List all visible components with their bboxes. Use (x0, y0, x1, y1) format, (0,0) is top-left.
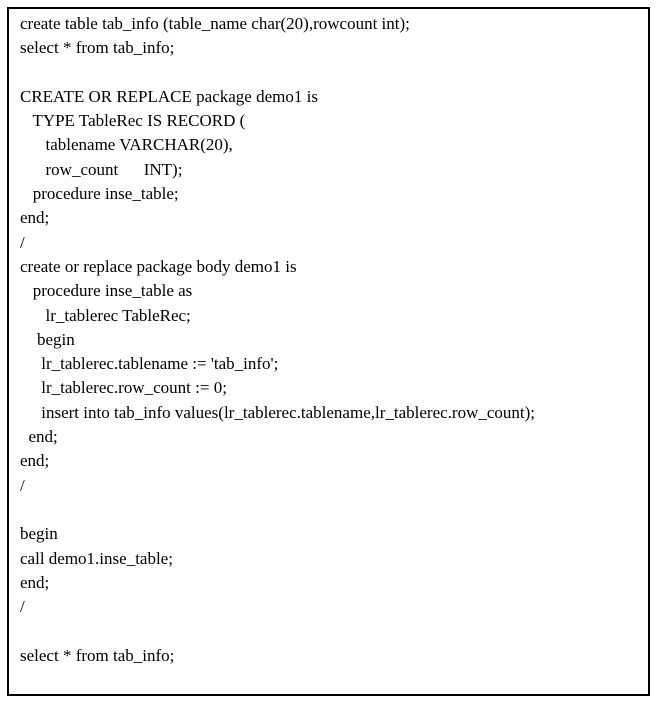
code-line (20, 498, 642, 522)
code-line: CREATE OR REPLACE package demo1 is (20, 86, 318, 106)
code-line (20, 61, 642, 85)
code-line: lr_tablerec.row_count := 0; (20, 378, 227, 398)
code-line: insert into tab_info values(lr_tablerec.tablename,lr_tablerec.row_count); (20, 402, 535, 422)
code-line: row_count INT); (20, 159, 183, 179)
code-line: select * from tab_info; (20, 38, 175, 58)
code-line: lr_tablerec.tablename := 'tab_info'; (20, 354, 279, 374)
code-line: / (20, 232, 25, 252)
code-line (20, 619, 642, 643)
code-line: select * from tab_info; (20, 645, 175, 665)
code-line: lr_tablerec TableRec; (20, 305, 191, 325)
code-line: end; (20, 451, 50, 471)
code-line: tablename VARCHAR(20), (20, 135, 233, 155)
code-box (7, 7, 650, 696)
code-line: begin (20, 329, 75, 349)
code-line: call demo1.inse_table; (20, 548, 173, 568)
code-line: begin (20, 524, 58, 544)
code-line: end; (20, 572, 50, 592)
code-line: TYPE TableRec IS RECORD ( (20, 111, 246, 131)
code-line: create table tab_info (table_name char(20),rowcount int); (20, 14, 410, 33)
code-line: / (20, 597, 25, 617)
code-line: procedure inse_table as (20, 281, 193, 301)
code-block (20, 12, 642, 668)
code-line: procedure inse_table; (20, 184, 179, 204)
code-line: end; (20, 208, 50, 228)
code-line: / (20, 475, 25, 495)
code-line: end; (20, 427, 58, 447)
code-line: create or replace package body demo1 is (20, 256, 297, 276)
